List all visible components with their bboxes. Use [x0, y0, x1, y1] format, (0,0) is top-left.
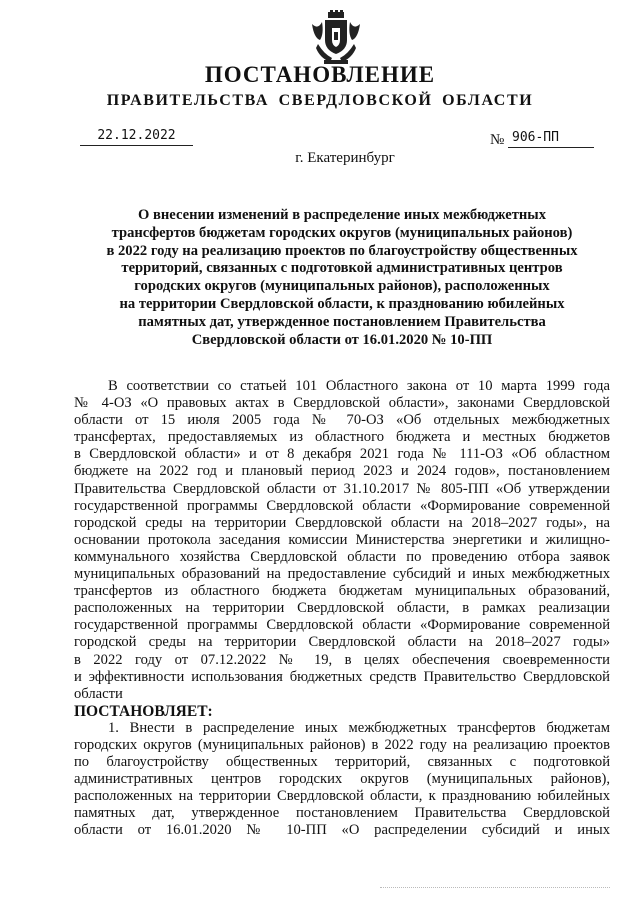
preamble-line: Правительства Свердловской области от 31.10.2017 № 805-ПП «Об утверждении [74, 480, 610, 497]
scan-artifact [380, 887, 610, 890]
preamble-line: в 2022 году от 07.12.2022 № 19, в целях обеспечения своевременности [74, 651, 610, 668]
preamble-line: трансфертов из областного бюджета бюджетам муниципальных образований, [74, 583, 610, 600]
heading-line: памятных дат, утвержденное постановлением Правительства [138, 313, 546, 330]
item-line: по благоустройству общественных территорий, связанных с подготовкой [74, 754, 610, 771]
item-line: городских округов (муниципальных районов) в 2022 году на реализацию проектов [74, 736, 610, 753]
document-date: 22.12.2022 [80, 128, 193, 146]
preamble-line: В соответствии со статьей 101 Областного закона от 10 марта 1999 года [108, 378, 610, 394]
preamble-line: бюджете на 2022 год и плановый период 2023 и 2024 годов», постановлением [74, 463, 610, 480]
document-body [74, 378, 610, 840]
heading-line: территорий, связанных с подготовкой административных центров [121, 260, 563, 277]
preamble-line: № 4-ОЗ «О правовых актах в Свердловской области», законами Свердловской [74, 395, 610, 412]
heading-line: городских округов (муниципальных районов), расположенных [134, 278, 550, 295]
preamble-line: городской среды на территории Свердловской области на 2018–2027 годы», на [74, 514, 610, 531]
preamble-line: и эффективности использования бюджетных средств Правительство Свердловской [74, 668, 610, 685]
document-city: г. Екатеринбург [295, 150, 395, 166]
item-line: расположенных на территории Свердловской области, к празднованию юбилейных [74, 788, 610, 805]
item-line: 1. Внести в распределение иных межбюджетных трансфертов бюджетам [108, 719, 610, 736]
coat-of-arms-icon [308, 10, 364, 66]
preamble-line: в Свердловской области» и от 8 декабря 2021 года № 111-ОЗ «Об областном [74, 446, 610, 463]
item-line: административных центров городских округов (муниципальных районов), [74, 771, 610, 788]
document-issuer: ПРАВИТЕЛЬСТВА СВЕРДЛОВСКОЙ ОБЛАСТИ [106, 92, 534, 109]
preamble-line: расположенных на территории Свердловской области, в рамках реализации [74, 600, 610, 617]
item-line: памятных дат, утвержденное постановлением Правительства Свердловской [74, 805, 610, 822]
preamble-line: государственной программы Свердловской области «Формирование современной [74, 497, 610, 514]
heading-line: О внесении изменений в распределение иных межбюджетных [138, 207, 546, 223]
number-label: № [490, 132, 505, 148]
heading-line: Свердловской области от 16.01.2020 № 10-ПП [191, 331, 493, 348]
document-title: ПОСТАНОВЛЕНИЕ [204, 62, 436, 87]
heading-line: трансфертов бюджетам городских округов (муниципальных районов) [111, 224, 573, 241]
document-number: 906-ПП [508, 130, 594, 148]
resolves-heading: ПОСТАНОВЛЯЕТ: [74, 702, 213, 720]
preamble-line: коммунального хозяйства Свердловской области по проведению отбора заявок [74, 548, 610, 565]
item-line: области от 16.01.2020 № 10-ПП «О распределении субсидий и иных [74, 822, 610, 839]
preamble-line: государственной программы Свердловской области «Формирование современной [74, 617, 610, 634]
preamble-line: области [74, 685, 123, 702]
preamble-line: области от 15 июля 2005 года № 70-ОЗ «Об отдельных межбюджетных [74, 412, 610, 429]
heading-line: в 2022 году на реализацию проектов по благоустройству общественных [106, 242, 578, 259]
heading-line: на территории Свердловской области, к празднованию юбилейных [119, 295, 565, 312]
preamble-line: трансфертах, предоставляемых из областного бюджета и местных бюджетов [74, 429, 610, 446]
document-heading [92, 207, 592, 349]
preamble-line: городской среды на территории Свердловской области на 2018–2027 годы» [74, 634, 610, 651]
preamble-line: муниципальных образований на предоставление субсидий и иных межбюджетных [74, 566, 610, 583]
preamble-line: основании протокола заседания комиссии Министерства энергетики и жилищно- [74, 531, 610, 548]
